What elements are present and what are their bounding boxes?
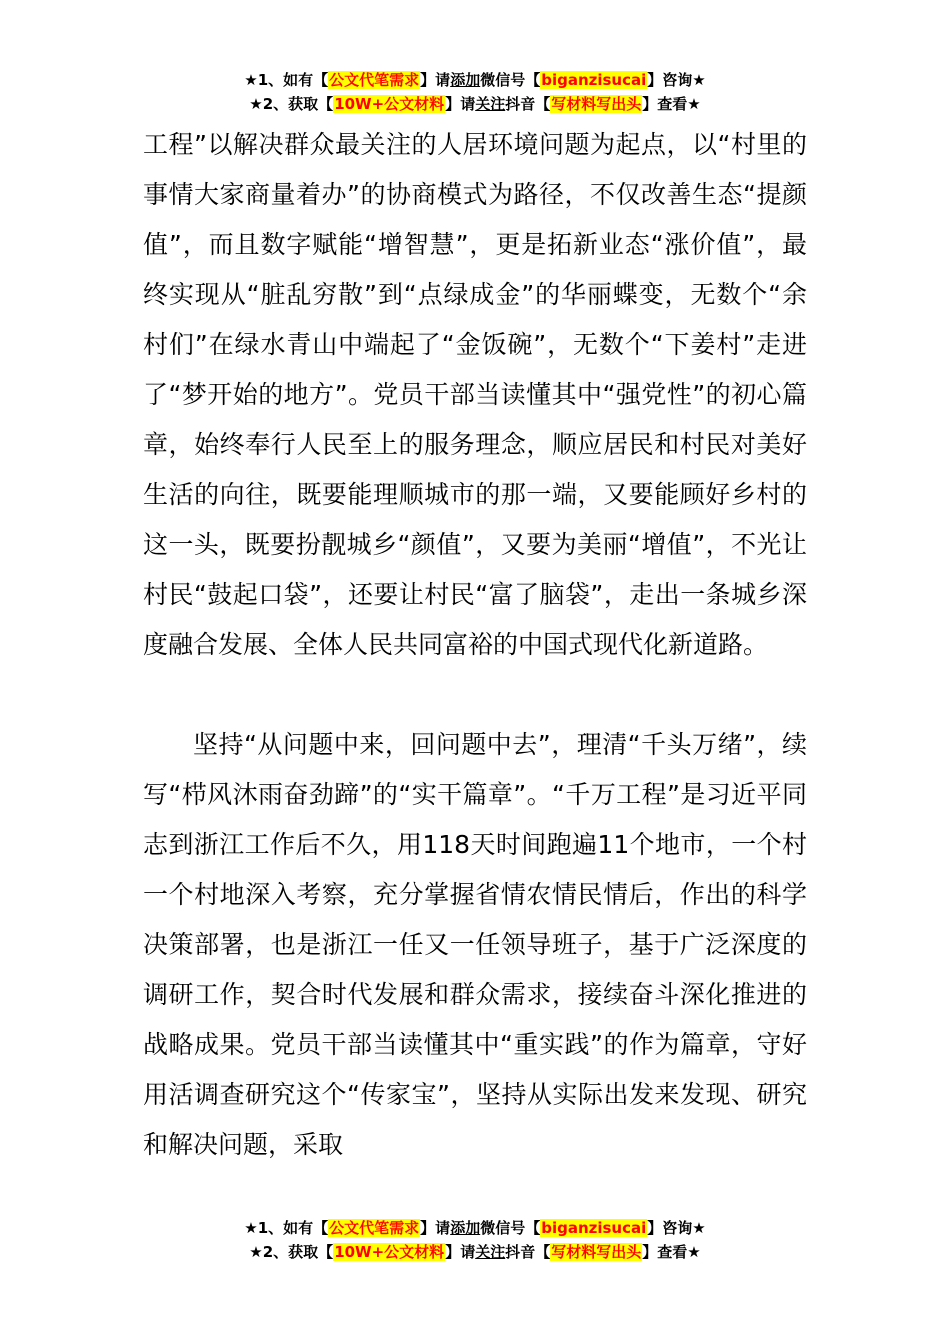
header-banner xyxy=(0,68,950,116)
banner-underlined-text: 添加 xyxy=(450,1219,481,1237)
banner-text: ★1、如有【 xyxy=(244,1219,329,1237)
banner-text: 抖音【 xyxy=(505,1243,551,1261)
banner-highlight: 公文代笔需求 xyxy=(329,1219,420,1237)
banner-text: 】请 xyxy=(420,1219,451,1237)
banner-text: 】请 xyxy=(420,71,451,89)
banner-highlight: biganzisucai xyxy=(541,1219,647,1237)
banner-text: ★2、获取【 xyxy=(249,1243,334,1261)
document-body xyxy=(143,120,807,1170)
banner-text: 】咨询★ xyxy=(647,71,706,89)
banner-highlight: 公文代笔需求 xyxy=(329,71,420,89)
body-paragraph: 坚持“从问题中来，回问题中去”，理清“千头万绪”，续写“栉风沐雨奋劲蹄”的“实干篇章”。“千万工程”是习近平同志到浙江工作后不久，用118天时间跑遍11个地市，一个村一个村地深入考察，充分掌握省情农情民情后，作出的科学决策部署，也是浙江一任又一任领导班子，基于广泛深度的调研工作，契合时代发展和群众需求，接续奋斗深化推进的战略成果。党员干部当读懂其中“重实践”的作为篇章，守好用活调查研究这个“传家宝”，坚持从实际出发来发现、研究和解决问题，采取 xyxy=(143,730,807,1159)
banner-text: 抖音【 xyxy=(505,95,551,113)
body-paragraph: 工程”以解决群众最关注的人居环境问题为起点，以“村里的事情大家商量着办”的协商模式为路径，不仅改善生态“提颜值”，而且数字赋能“增智慧”，更是拓新业态“涨价值”，最终实现从“脏乱穷散”到“点绿成金”的华丽蝶变，无数个“余村们”在绿水青山中端起了“金饭碗”，无数个“下姜村”走进了“梦开始的地方”。党员干部当读懂其中“强党性”的初心篇章，始终奉行人民至上的服务理念，顺应居民和村民对美好生活的向往，既要能理顺城市的那一端，又要能顾好乡村的这一头，既要扮靓城乡“颜值”，又要为美丽“增值”，不光让村民“鼓起口袋”，还要让村民“富了脑袋”，走出一条城乡深度融合发展、全体人民共同富裕的中国式现代化新道路。 xyxy=(143,130,807,659)
banner-text: ★1、如有【 xyxy=(244,71,329,89)
banner-text: 】查看★ xyxy=(642,1243,701,1261)
banner-line-2 xyxy=(0,92,950,116)
banner-underlined-text: 添加 xyxy=(450,71,481,89)
banner-highlight: 10W+公文材料 xyxy=(334,95,445,113)
banner-text: 】咨询★ xyxy=(647,1219,706,1237)
banner-text: 】查看★ xyxy=(642,95,701,113)
banner-line-1 xyxy=(0,68,950,92)
footer-banner xyxy=(0,1216,950,1264)
banner-line-2 xyxy=(0,1240,950,1264)
banner-text: ★2、获取【 xyxy=(249,95,334,113)
banner-underlined-text: 关注 xyxy=(475,95,506,113)
banner-text: 】请 xyxy=(445,1243,476,1261)
banner-text: 】请 xyxy=(445,95,476,113)
banner-highlight: 写材料写出头 xyxy=(551,95,642,113)
banner-text: 微信号【 xyxy=(480,1219,541,1237)
banner-highlight: 写材料写出头 xyxy=(551,1243,642,1261)
banner-highlight: 10W+公文材料 xyxy=(334,1243,445,1261)
banner-text: 微信号【 xyxy=(480,71,541,89)
banner-line-1 xyxy=(0,1216,950,1240)
banner-underlined-text: 关注 xyxy=(475,1243,506,1261)
banner-highlight: biganzisucai xyxy=(541,71,647,89)
